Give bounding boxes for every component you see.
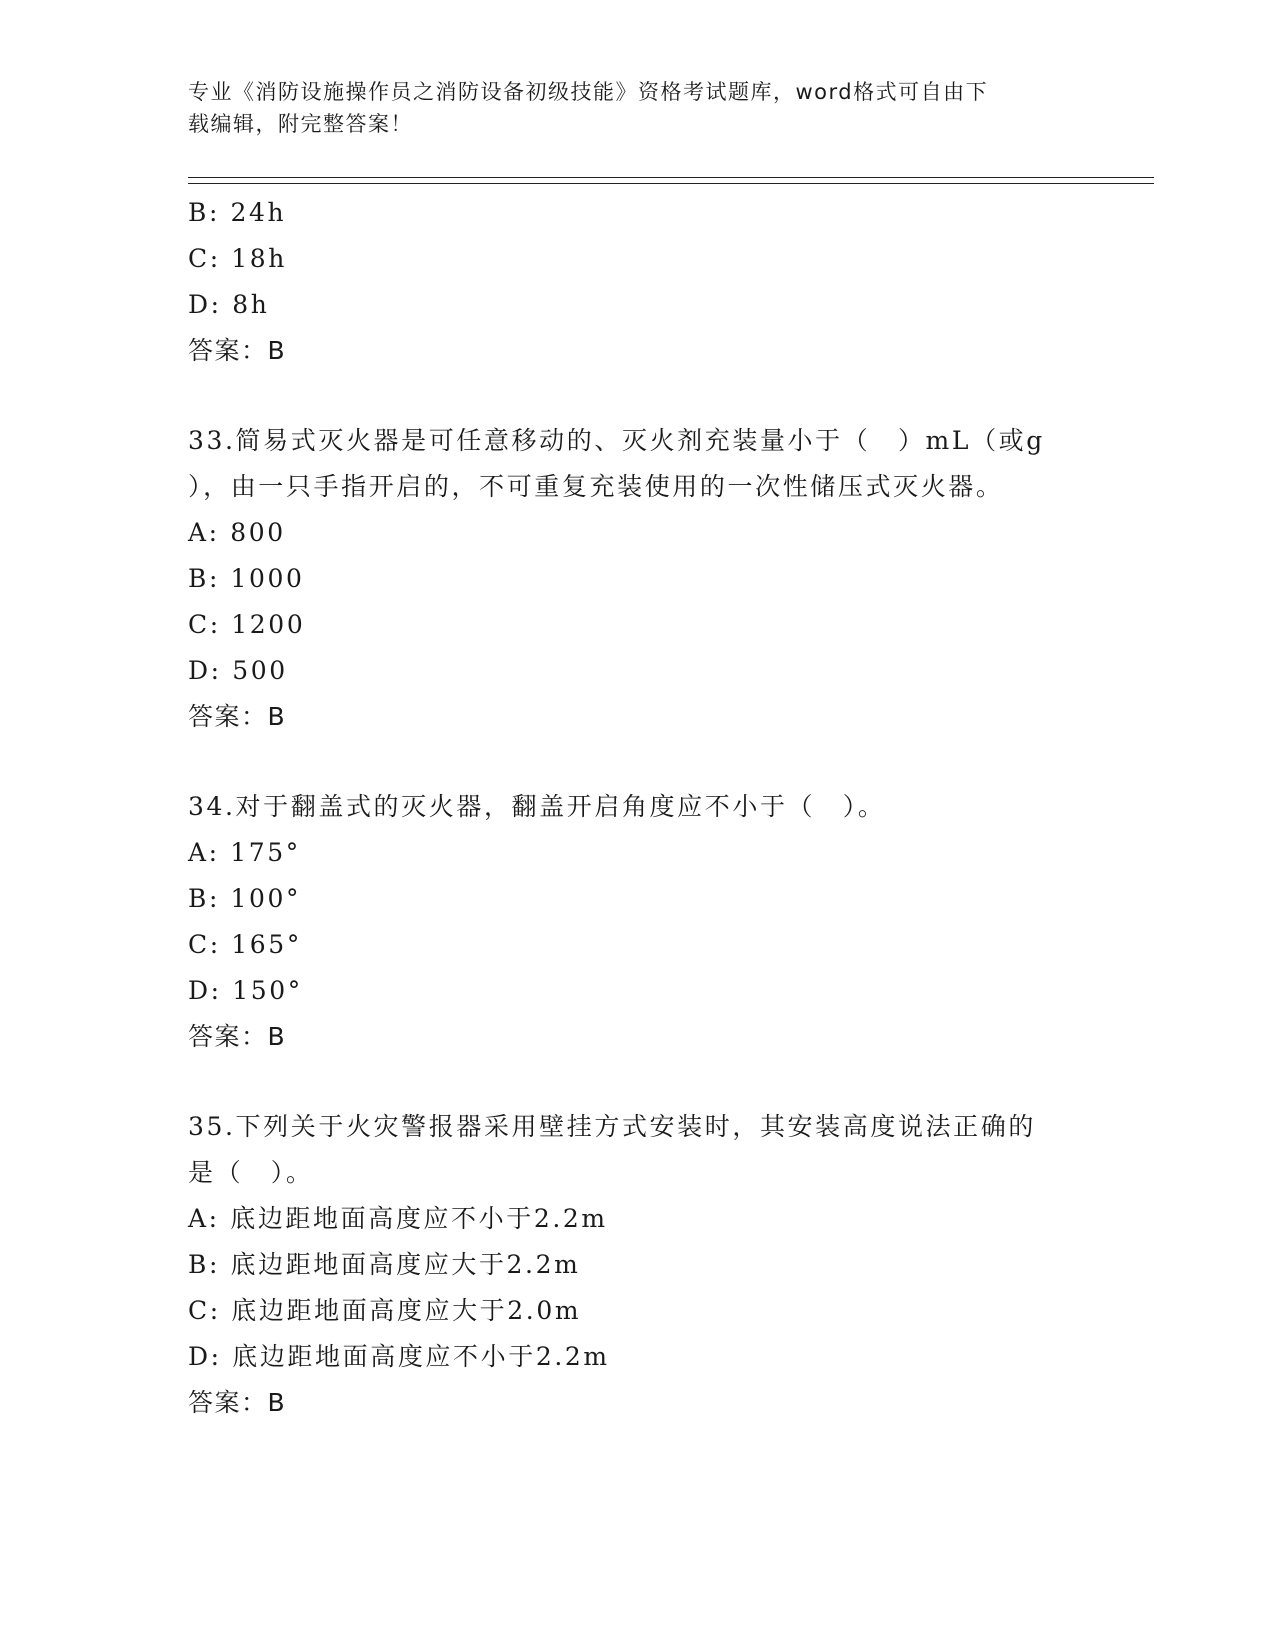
option-a: A: 175° (188, 838, 301, 867)
question-stem-line-2: 是（ ）。 (188, 1158, 314, 1187)
option-b: B: 24h (188, 198, 287, 227)
spacer (188, 374, 1088, 418)
header-line-1: 专业《消防设施操作员之消防设备初级技能》资格考试题库，word格式可自由下 (188, 80, 989, 104)
answer-line: 答案：B (188, 1022, 287, 1051)
question-35 (188, 1104, 1088, 1426)
option-d: D: 150° (188, 976, 303, 1005)
option-c: C: 18h (188, 244, 288, 273)
question-stem-line-1: 34.对于翻盖式的灭火器，翻盖开启角度应不小于（ ）。 (188, 792, 886, 821)
option-b: B: 底边距地面高度应大于2.2m (188, 1250, 581, 1279)
option-d: D: 8h (188, 290, 270, 319)
option-a: A: 800 (188, 518, 286, 547)
option-d: D: 500 (188, 656, 288, 685)
option-b: B: 1000 (188, 564, 305, 593)
option-a: A: 底边距地面高度应不小于2.2m (188, 1204, 608, 1233)
question-stem-line-1: 35.下列关于火灾警报器采用壁挂方式安装时，其安装高度说法正确的 (188, 1112, 1036, 1141)
option-d: D: 底边距地面高度应不小于2.2m (188, 1342, 610, 1371)
spacer (188, 740, 1088, 784)
option-b: B: 100° (188, 884, 302, 913)
header-rule-bottom (188, 183, 1154, 184)
question-list (188, 190, 1088, 1426)
question-stem-line-2: ），由一只手指开启的，不可重复充装使用的一次性储压式灭火器。 (188, 472, 1004, 501)
document-header-note (188, 76, 1068, 140)
answer-line: 答案：B (188, 702, 287, 731)
question-stem-line-1: 33.简易式灭火器是可任意移动的、灭火剂充装量小于（ ）mL（或g (188, 426, 1045, 455)
answer-line: 答案：B (188, 1388, 287, 1417)
question-33 (188, 418, 1088, 740)
spacer (188, 1060, 1088, 1104)
header-line-2: 载编辑，附完整答案！ (188, 112, 413, 136)
answer-line: 答案：B (188, 336, 287, 365)
option-c: C: 1200 (188, 610, 306, 639)
question-32-continued (188, 190, 1088, 374)
option-c: C: 165° (188, 930, 302, 959)
question-34 (188, 784, 1088, 1060)
option-c: C: 底边距地面高度应大于2.0m (188, 1296, 582, 1325)
header-rule-top (188, 177, 1154, 178)
